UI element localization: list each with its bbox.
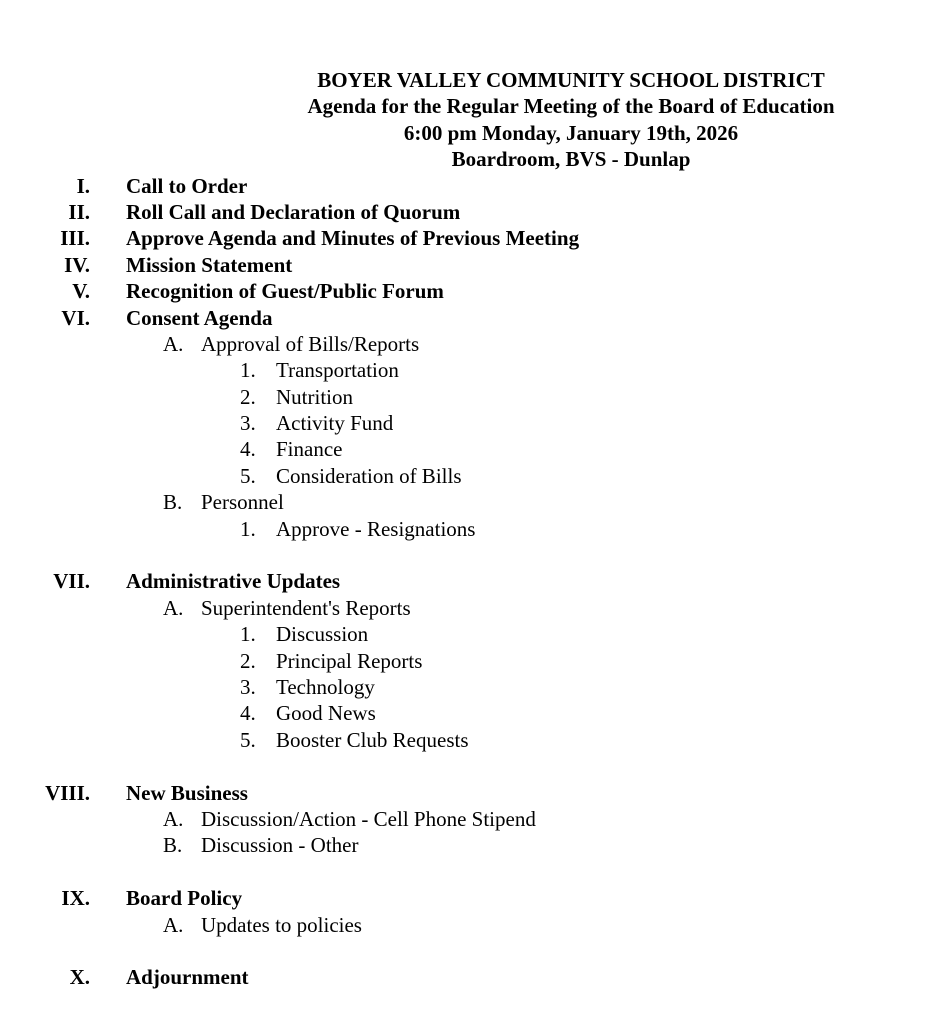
spacer: [0, 542, 947, 568]
item-marker: 1.: [240, 516, 256, 541]
item-marker: A.: [163, 331, 184, 356]
item-marker: 2.: [240, 648, 256, 673]
spacer: [0, 938, 947, 964]
item-marker: VII.: [53, 569, 90, 594]
district-name: BOYER VALLEY COMMUNITY SCHOOL DISTRICT: [317, 68, 825, 92]
document-header: [0, 67, 947, 173]
item-marker: VI.: [61, 305, 90, 330]
item-text: Discussion - Other: [201, 833, 359, 858]
item-text: Approval of Bills/Reports: [201, 331, 420, 356]
item-text: Approve - Resignations: [276, 516, 476, 541]
item-marker: 4.: [240, 701, 256, 726]
item-text: New Business: [126, 780, 248, 805]
agenda-subsection: [0, 331, 947, 357]
item-marker: X.: [69, 965, 90, 990]
agenda-list: [0, 173, 947, 991]
item-text: Consent Agenda: [126, 305, 273, 330]
item-text: Superintendent's Reports: [201, 595, 411, 620]
item-marker: 3.: [240, 674, 256, 699]
item-marker: B.: [163, 833, 183, 858]
agenda-section: [0, 252, 947, 278]
meeting-title: Agenda for the Regular Meeting of the Board of Education: [307, 94, 835, 119]
agenda-subsection: [0, 595, 947, 621]
item-text: Booster Club Requests: [276, 727, 469, 752]
item-marker: IX.: [61, 886, 90, 911]
item-text: Adjournment: [126, 965, 249, 990]
item-text: Technology: [276, 674, 375, 699]
agenda-item: [0, 357, 947, 383]
item-text: Roll Call and Declaration of Quorum: [126, 199, 461, 224]
item-marker: V.: [72, 279, 90, 304]
item-marker: 2.: [240, 384, 256, 409]
item-marker: A.: [163, 912, 184, 937]
agenda-subsection: [0, 832, 947, 858]
item-text: Consideration of Bills: [276, 463, 462, 488]
item-text: Administrative Updates: [126, 569, 341, 594]
item-marker: 1.: [240, 622, 256, 647]
agenda-section: [0, 199, 947, 225]
agenda-section: [0, 885, 947, 911]
item-text: Recognition of Guest/Public Forum: [126, 279, 444, 304]
item-marker: 4.: [240, 437, 256, 462]
meeting-location: Boardroom, BVS - Dunlap: [451, 147, 691, 172]
agenda-item: [0, 648, 947, 674]
agenda-item: [0, 621, 947, 647]
item-text: Discussion: [276, 622, 369, 647]
item-text: Good News: [276, 701, 376, 726]
item-marker: 3.: [240, 411, 256, 436]
meeting-datetime: 6:00 pm Monday, January 19th, 2026: [403, 120, 739, 145]
item-text: Nutrition: [276, 384, 353, 409]
agenda-section: [0, 964, 947, 990]
agenda-item: [0, 384, 947, 410]
agenda-item: [0, 410, 947, 436]
agenda-section: [0, 780, 947, 806]
agenda-item: [0, 727, 947, 753]
agenda-item: [0, 700, 947, 726]
item-text: Call to Order: [126, 173, 248, 198]
agenda-section: [0, 305, 947, 331]
agenda-document: [0, 67, 947, 991]
item-marker: 5.: [240, 463, 256, 488]
agenda-section: [0, 173, 947, 199]
item-marker: A.: [163, 595, 184, 620]
agenda-item: [0, 674, 947, 700]
agenda-item: [0, 516, 947, 542]
item-marker: 1.: [240, 358, 256, 383]
agenda-section: [0, 225, 947, 251]
agenda-item: [0, 436, 947, 462]
spacer: [0, 859, 947, 885]
item-text: Transportation: [276, 358, 399, 383]
agenda-subsection: [0, 806, 947, 832]
agenda-subsection: [0, 489, 947, 515]
item-text: Personnel: [201, 490, 284, 515]
item-marker: A.: [163, 806, 184, 831]
item-text: Discussion/Action - Cell Phone Stipend: [201, 806, 536, 831]
item-marker: IV.: [64, 252, 90, 277]
spacer: [0, 753, 947, 779]
agenda-item: [0, 463, 947, 489]
item-text: Mission Statement: [126, 252, 293, 277]
item-marker: VIII.: [45, 780, 90, 805]
item-marker: I.: [76, 173, 90, 198]
agenda-section: [0, 278, 947, 304]
agenda-subsection: [0, 912, 947, 938]
item-text: Principal Reports: [276, 648, 423, 673]
item-text: Finance: [276, 437, 343, 462]
item-text: Board Policy: [126, 886, 243, 911]
item-marker: 5.: [240, 727, 256, 752]
item-marker: III.: [60, 226, 90, 251]
item-text: Updates to policies: [201, 912, 362, 937]
item-marker: B.: [163, 490, 183, 515]
agenda-section: [0, 568, 947, 594]
item-marker: II.: [68, 199, 90, 224]
item-text: Approve Agenda and Minutes of Previous Meeting: [126, 226, 580, 251]
item-text: Activity Fund: [276, 411, 394, 436]
